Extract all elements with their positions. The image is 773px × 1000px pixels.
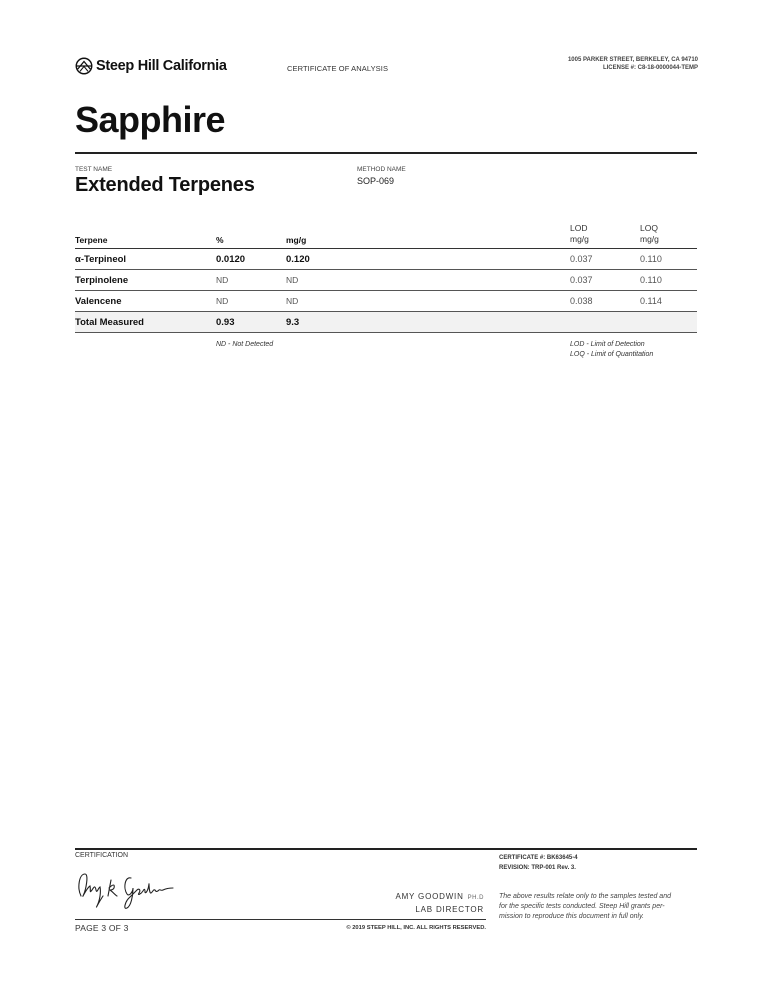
brand-name: Steep Hill California [96,58,227,74]
signer-title: LAB DIRECTOR [415,905,484,914]
signer-degree: PH.D [467,895,484,901]
header-loq-unit: mg/g [640,234,659,244]
terpene-percent: ND [216,296,229,306]
address-line: 1005 PARKER STREET, BERKELEY, CA 94710 [567,57,698,63]
signer-block [395,891,484,915]
disclaimer [499,892,697,922]
certificate-info [499,853,578,873]
disclaimer-line: mission to reproduce this document in full only. [499,913,644,920]
limit-legend [570,340,653,360]
title-divider [75,152,697,154]
disclaimer-line: for the specific tests conducted. Steep Hill grants per- [499,903,665,910]
page-number: PAGE 3 OF 3 [75,923,129,933]
loq-legend: LOQ - Limit of Quantitation [570,351,654,358]
test-name: Extended Terpenes [75,174,255,196]
terpene-mg: ND [286,296,299,306]
signature-image [73,866,181,912]
terpene-name: Terpinolene [75,275,129,286]
signer-name: AMY GOODWIN [395,892,464,901]
terpene-percent: 0.0120 [216,254,246,265]
terpene-mg: ND [286,275,299,285]
document-type: CERTIFICATE OF ANALYSIS [287,64,389,73]
license-line: LICENSE #: C8-18-0000044-TEMP [602,65,698,71]
terpene-loq: 0.110 [640,275,662,285]
lod-legend: LOD - Limit of Detection [570,341,645,348]
disclaimer-line: The above results relate only to the samples tested and [499,893,671,900]
brand-logo [75,57,227,75]
steep-hill-logo-icon [75,57,93,75]
terpene-loq: 0.114 [640,296,662,306]
method-name-label: METHOD NAME [357,166,406,173]
header-lod [570,223,589,245]
nd-legend: ND - Not Detected [216,341,274,348]
header-terpene: Terpene [75,235,108,245]
test-name-label: TEST NAME [75,166,113,173]
terpene-lod: 0.038 [570,296,593,306]
terpene-name: Valencene [75,296,122,307]
terpene-loq: 0.110 [640,254,662,264]
table-row [75,270,697,291]
header-percent: % [216,235,224,245]
total-percent: 0.93 [216,317,235,328]
certificate-number: CERTIFICATE #: BK63645-4 [499,855,578,861]
terpene-results-table [75,221,697,333]
revision: REVISION: TRP-001 Rev. 3. [499,865,576,871]
lab-address [568,56,698,72]
header-mg: mg/g [286,235,307,245]
table-row [75,249,697,270]
terpene-lod: 0.037 [570,275,593,285]
sample-title: Sapphire [75,99,226,140]
signer-name-line [395,891,484,904]
method-name: SOP-069 [357,176,395,186]
total-label: Total Measured [75,317,144,328]
header-lod-label: LOD [570,223,588,233]
certification-divider [75,848,697,850]
header-lod-unit: mg/g [570,234,589,244]
terpene-mg: 0.120 [286,254,310,265]
total-row [75,312,697,333]
total-mg: 9.3 [286,317,300,328]
certification-label: CERTIFICATION [75,852,129,859]
copyright: © 2019 STEEP HILL, INC. ALL RIGHTS RESERVED. [346,925,486,931]
terpene-name: α-Terpineol [75,254,127,265]
table-header [75,221,697,249]
header-loq-label: LOQ [640,223,658,233]
terpene-lod: 0.037 [570,254,593,264]
table-row [75,291,697,312]
header-loq [640,223,659,245]
footer-divider [75,919,486,920]
terpene-percent: ND [216,275,229,285]
